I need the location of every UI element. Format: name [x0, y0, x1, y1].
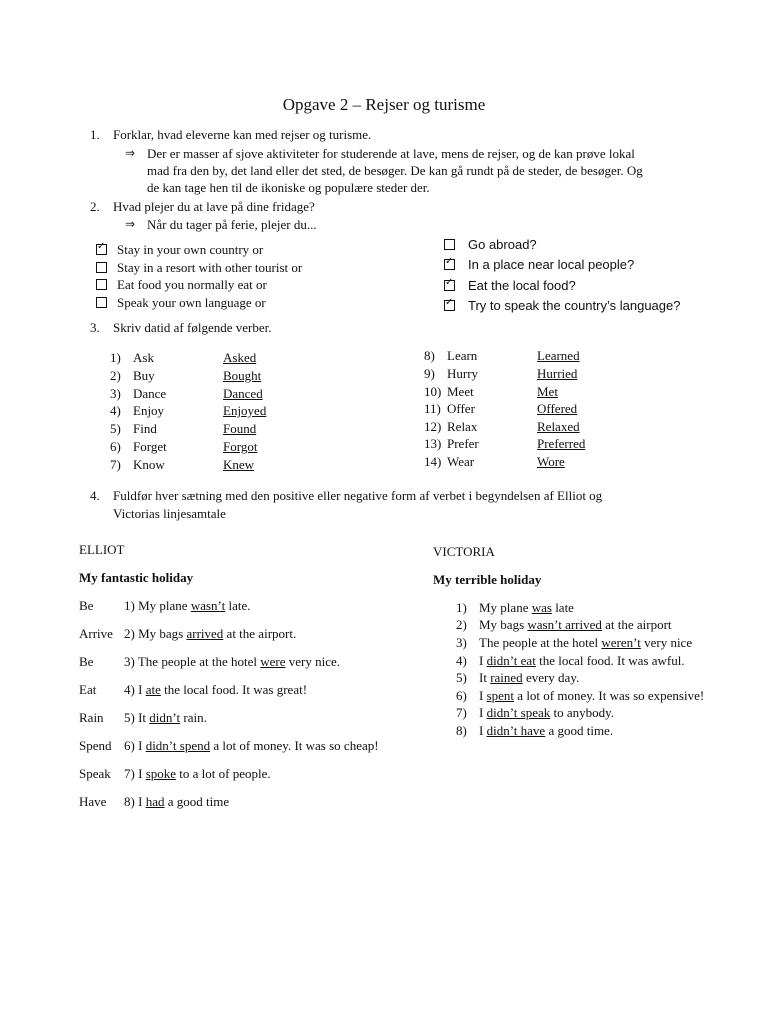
victoria-number: 6) [456, 688, 467, 703]
q1-answer-line: de kan tage hen til de ikoniske og populære steder der. [147, 180, 430, 195]
elliot-name: ELLIOT [79, 542, 125, 557]
checkbox-empty-icon[interactable] [444, 239, 455, 250]
verb-name: Hurry [447, 366, 479, 381]
elliot-sentence: 2) My bags arrived at the airport. [124, 626, 297, 641]
option-speak-own-language[interactable]: Speak your own language or [96, 294, 266, 311]
victoria-sentence: I didn’t have a good time. [479, 723, 614, 738]
option-eat-normal-food[interactable]: Eat food you normally eat or [96, 276, 267, 293]
verb-row: 1) [110, 350, 121, 365]
victoria-number: 8) [456, 723, 467, 738]
verb-row: 9) [424, 366, 435, 381]
checkbox-empty-icon[interactable] [96, 262, 107, 273]
q2-subtext: Når du tager på ferie, plejer du... [147, 217, 317, 232]
victoria-sentence: I spent a lot of money. It was so expensive! [479, 688, 705, 703]
option-eat-local-food[interactable]: ✓Eat the local food? [444, 277, 576, 295]
verb-name: Ask [133, 350, 154, 365]
verb-row: 2) [110, 368, 121, 383]
verb-past: Bought [223, 368, 262, 383]
verb-row: 7) [110, 457, 121, 472]
verb-name: Find [133, 421, 157, 436]
verb-past: Learned [537, 348, 580, 363]
verb-name: Enjoy [133, 403, 165, 418]
elliot-verb: Be [79, 654, 94, 669]
checkbox-checked-icon[interactable] [96, 244, 107, 255]
elliot-verb: Be [79, 598, 94, 613]
q1-answer-line: Der er masser af sjove aktiviteter for studerende at lave, mens de rejser, og de kan prøve lokal [147, 146, 635, 161]
verb-name: Know [133, 457, 165, 472]
checkbox-checked-icon[interactable] [444, 259, 455, 270]
elliot-sentence: 6) I didn’t spend a lot of money. It was so cheap! [124, 738, 379, 753]
elliot-sentence: 4) I ate the local food. It was great! [124, 682, 308, 697]
q1-arrow-icon: ⇒ [125, 146, 136, 160]
verb-past: Danced [223, 386, 263, 401]
elliot-verb: Eat [79, 682, 97, 697]
option-stay-resort[interactable]: Stay in a resort with other tourist or [96, 259, 302, 276]
q3-text: Skriv datid af følgende verber. [113, 320, 272, 335]
page-title: Opgave 2 – Rejser og turisme [282, 95, 486, 114]
verb-past: Met [537, 384, 558, 399]
elliot-sentence: 7) I spoke to a lot of people. [124, 766, 271, 781]
q3-number: 3. [90, 320, 100, 335]
q1-number: 1. [90, 127, 100, 142]
victoria-number: 4) [456, 653, 467, 668]
elliot-verb: Have [79, 794, 107, 809]
verb-name: Buy [133, 368, 155, 383]
victoria-number: 7) [456, 705, 467, 720]
victoria-sentence: My plane was late [479, 600, 574, 615]
verb-row: 8) [424, 348, 435, 363]
q1-text: Forklar, hvad eleverne kan med rejser og turisme. [113, 127, 372, 142]
verb-name: Dance [133, 386, 167, 401]
victoria-number: 5) [456, 670, 467, 685]
q1-answer-line: mad fra den by, det land eller det sted, de besøger. De kan gå rundt på de steder, de besøger. Og [147, 163, 643, 178]
checkbox-empty-icon[interactable] [96, 279, 107, 290]
q4-text-line: Fuldfør hver sætning med den positive eller negative form af verbet i begyndelsen af Elliot og [113, 488, 603, 503]
checkbox-empty-icon[interactable] [96, 297, 107, 308]
verb-past: Relaxed [537, 419, 580, 434]
option-speak-local-language[interactable]: ✓Try to speak the country’s language? [444, 297, 680, 315]
victoria-name: VICTORIA [433, 544, 495, 559]
victoria-sentence: I didn’t eat the local food. It was awful. [479, 653, 685, 668]
victoria-number: 1) [456, 600, 467, 615]
elliot-heading: My fantastic holiday [79, 570, 194, 585]
verb-past: Knew [223, 457, 255, 472]
elliot-verb: Rain [79, 710, 104, 725]
victoria-heading: My terrible holiday [433, 572, 542, 587]
elliot-sentence: 3) The people at the hotel were very nice. [124, 654, 341, 669]
verb-row: 13) [424, 436, 442, 451]
q4-text-line: Victorias linjesamtale [113, 506, 226, 521]
verb-row: 3) [110, 386, 121, 401]
option-stay-own-country[interactable]: ✓Stay in your own country or [96, 241, 263, 258]
elliot-sentence: 5) It didn’t rain. [124, 710, 207, 725]
checkbox-checked-icon[interactable] [444, 280, 455, 291]
victoria-sentence: It rained every day. [479, 670, 580, 685]
verb-name: Offer [447, 401, 475, 416]
q4-number: 4. [90, 488, 100, 503]
verb-row: 12) [424, 419, 442, 434]
elliot-sentence: 8) I had a good time [124, 794, 230, 809]
verb-past: Found [223, 421, 257, 436]
verb-name: Forget [133, 439, 167, 454]
checkbox-checked-icon[interactable] [444, 300, 455, 311]
verb-past: Enjoyed [223, 403, 267, 418]
verb-past: Offered [537, 401, 578, 416]
victoria-number: 3) [456, 635, 467, 650]
option-near-local-people[interactable]: ✓In a place near local people? [444, 256, 634, 274]
victoria-number: 2) [456, 617, 467, 632]
verb-past: Hurried [537, 366, 578, 381]
verb-row: 5) [110, 421, 121, 436]
option-go-abroad[interactable]: Go abroad? [444, 236, 537, 254]
verb-name: Relax [447, 419, 478, 434]
elliot-verb: Arrive [79, 626, 113, 641]
victoria-sentence: I didn’t speak to anybody. [479, 705, 615, 720]
verb-row: 10) [424, 384, 442, 399]
q2-number: 2. [90, 199, 100, 214]
victoria-sentence: The people at the hotel weren’t very nice [479, 635, 693, 650]
elliot-verb: Speak [79, 766, 111, 781]
victoria-sentence: My bags wasn’t arrived at the airport [479, 617, 672, 632]
elliot-verb: Spend [79, 738, 112, 753]
verb-name: Learn [447, 348, 478, 363]
q2-text: Hvad plejer du at lave på dine fridage? [113, 199, 315, 214]
verb-row-clipped: 14) Wear Wore [424, 454, 565, 469]
q2-arrow-icon: ⇒ [125, 217, 136, 231]
verb-past: Asked [223, 350, 257, 365]
verb-row: 4) [110, 403, 121, 418]
verb-row: 11) [424, 401, 441, 416]
verb-name: Prefer [447, 436, 479, 451]
verb-past: Forgot [223, 439, 258, 454]
verb-name: Meet [447, 384, 474, 399]
verb-row: 6) [110, 439, 121, 454]
verb-past: Preferred [537, 436, 586, 451]
elliot-sentence: 1) My plane wasn’t late. [124, 598, 251, 613]
